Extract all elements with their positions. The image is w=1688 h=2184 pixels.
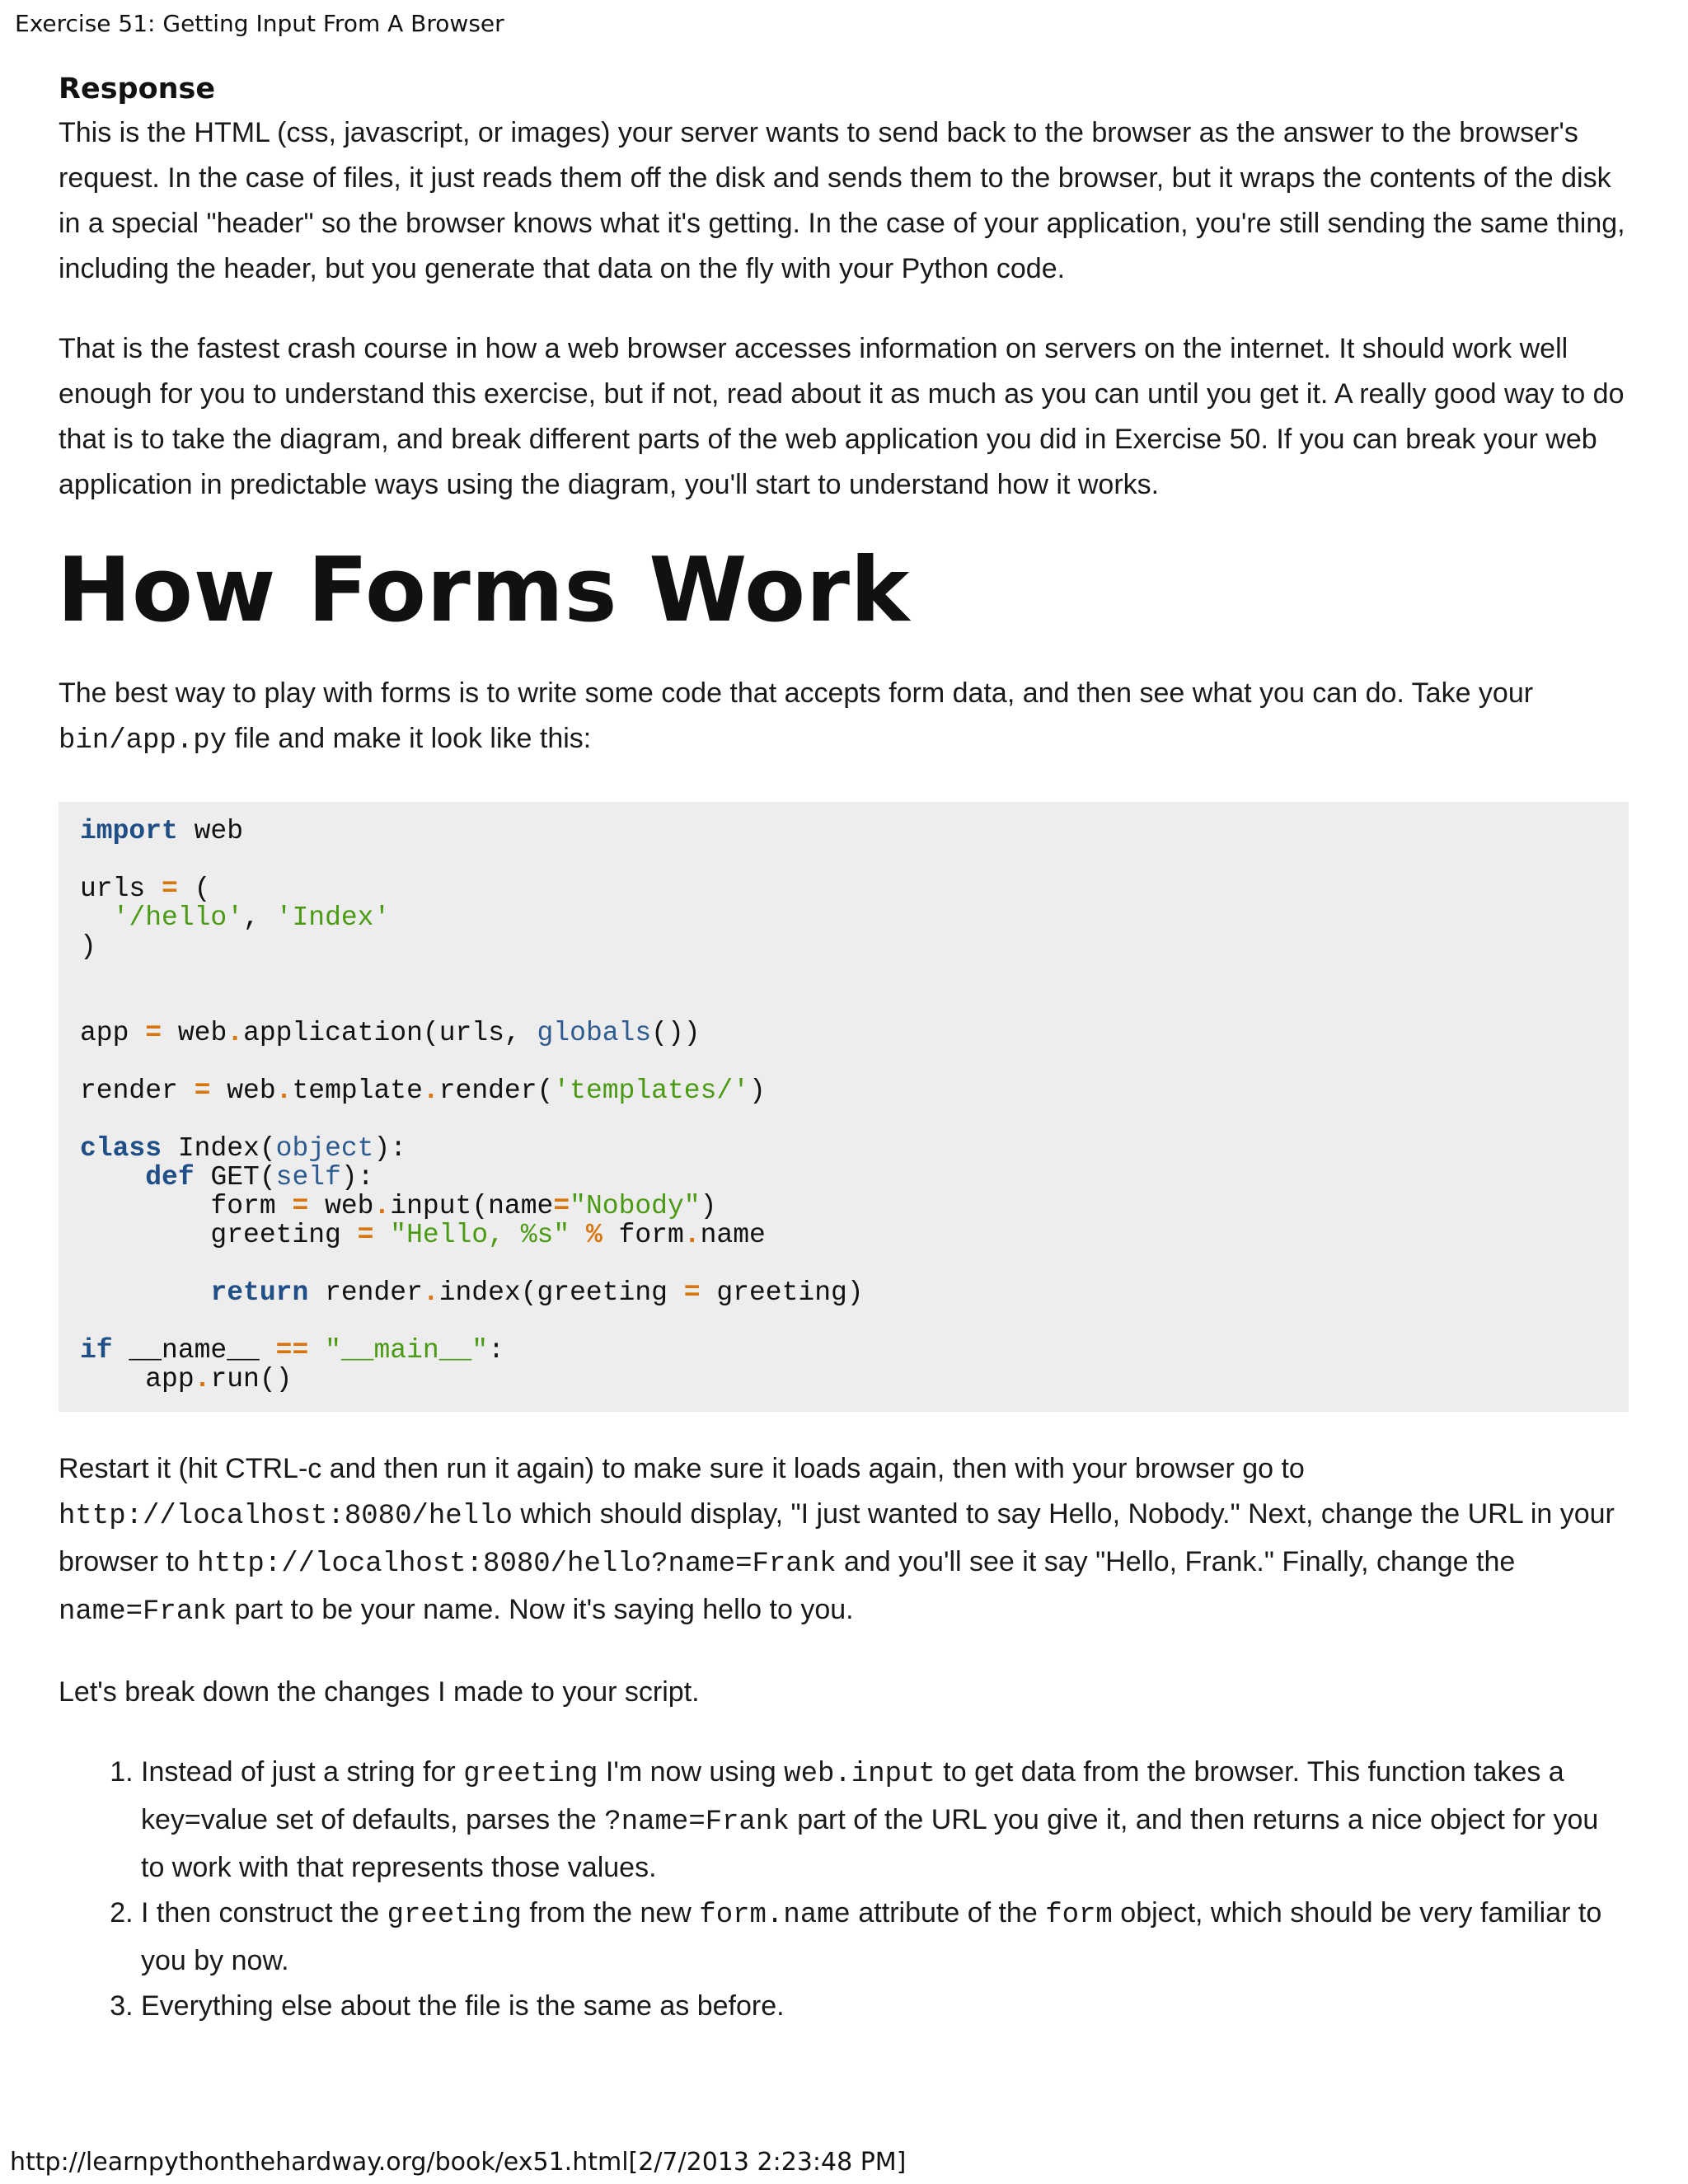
list-item <box>141 1891 1629 1984</box>
inline-code: name=Frank <box>59 1596 227 1628</box>
page-content <box>59 68 1629 2029</box>
list-text: I'm now using <box>605 1756 776 1788</box>
inline-code: ?name=Frank <box>604 1807 790 1838</box>
list-text: object, which should be very familiar to you by now. <box>141 1897 1602 1976</box>
definition-term: Response <box>59 73 216 105</box>
inline-code: greeting <box>463 1759 598 1790</box>
print-footer: http://learnpythonthehardway.org/book/ex51.html[2/7/2013 2:23:48 PM] <box>10 2148 907 2177</box>
intro-text: file and make it look like this: <box>234 723 592 754</box>
paragraph-text: which should display, "I just wanted to say Hello, Nobody." Next, change the URL in your browser to <box>59 1498 1615 1577</box>
list-text: to get data from the browser. This function takes a key=value set of defaults, parses the <box>141 1756 1564 1835</box>
breakdown-intro: Let's break down the changes I made to your script. <box>59 1676 700 1708</box>
definition-text: This is the HTML (css, javascript, or images) your server wants to send back to the browser as the answer to the browser's request. In the case of files, it just reads them off the disk and sends them to the browser, but it wraps the contents of the disk in a special "header" so the browser knows what it's getting. In the case of your application, you're still sending the same thing, including the header, but you generate that data on the fly with your Python code. <box>59 117 1625 284</box>
code-listing: import web urls = ( '/hello', 'Index' ) app = web.application(urls, globals()) render = web.template.render('templates/') class Index(object): def GET(self): form = web.input(name="Nobody") greeting = "Hello, %s" % form.name return render.index(greeting = greeting) if __name__ == "__main__": app.run() <box>80 816 864 1394</box>
inline-code: http://localhost:8080/hello?name=Frank <box>197 1549 837 1580</box>
inline-code: bin/app.py <box>59 725 227 757</box>
inline-code: greeting <box>387 1900 522 1931</box>
paragraph-text: Restart it (hit CTRL-c and then run it again) to make sure it loads again, then with your browser go to <box>59 1453 1305 1484</box>
code-block <box>59 802 1629 1412</box>
list-text: from the new <box>529 1897 692 1929</box>
list-item: 3. Everything else about the file is the same as before. <box>141 1984 1629 2029</box>
list-text: part of the URL you give it, and then returns a nice object for you to work with that represents those values. <box>141 1804 1599 1883</box>
intro-paragraph <box>59 671 1629 764</box>
intro-text: The best way to play with forms is to write some code that accepts form data, and then see what you can do. Take your <box>59 677 1534 709</box>
inline-code: form.name <box>699 1900 851 1931</box>
list-text: I then construct the <box>141 1897 380 1929</box>
inline-code: web.input <box>784 1759 935 1790</box>
inline-code: form <box>1045 1900 1113 1931</box>
section-heading: How Forms Work <box>57 539 910 642</box>
list-text: attribute of the <box>858 1897 1038 1929</box>
print-header: Exercise 51: Getting Input From A Browser <box>15 10 504 37</box>
paragraph-text: part to be your name. Now it's saying hello to you. <box>234 1594 854 1625</box>
crash-course-paragraph: That is the fastest crash course in how a web browser accesses information on servers on the internet. It should work well enough for you to understand this exercise, but if not, read about it as much as you can until you get it. A really good way to do that is to take the diagram, and break different parts of the web application you did in Exercise 50. If you can break your web application in predictable ways using the diagram, you'll start to understand how it works. <box>59 333 1625 500</box>
definition-list <box>59 68 1629 292</box>
inline-code: http://localhost:8080/hello <box>59 1501 513 1532</box>
list-text: Instead of just a string for <box>141 1756 456 1788</box>
paragraph-text: and you'll see it say "Hello, Frank." Finally, change the <box>843 1546 1516 1577</box>
list-item <box>141 1750 1629 1891</box>
changes-list <box>59 1750 1629 2029</box>
restart-paragraph <box>59 1446 1629 1635</box>
